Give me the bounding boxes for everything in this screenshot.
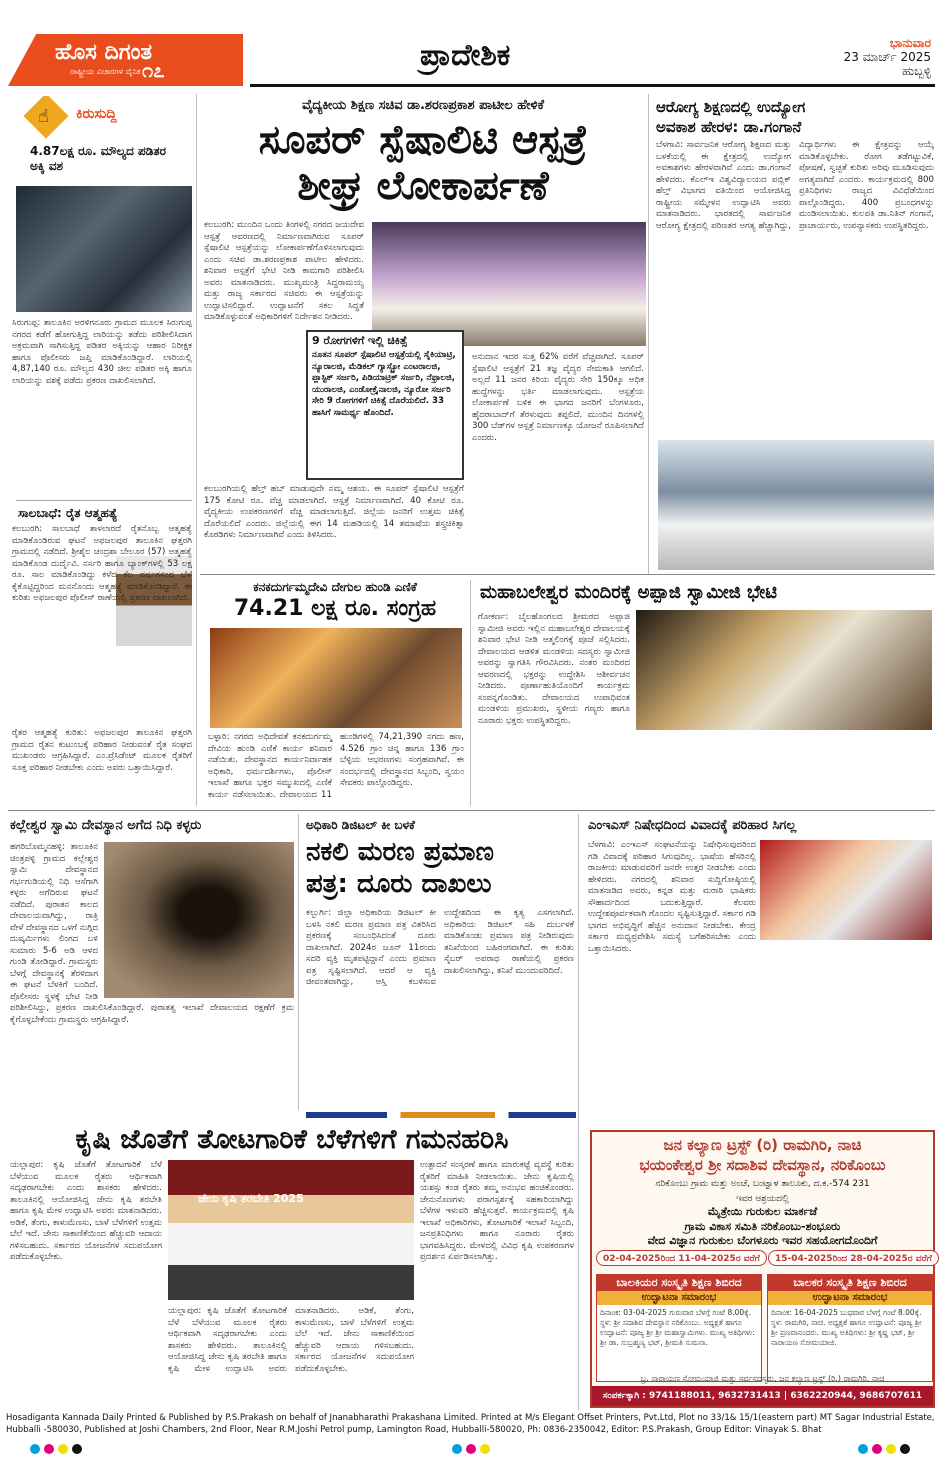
- story-body: ಬಳ್ಳಾರಿ: ನಗರದ ಅಧಿದೇವತೆ ಕನಕದುರ್ಗಮ್ಮ ದೇವಿಯ ಹುಂಡಿ ಎಣಿಕೆ ಕಾರ್ಯ ಶನಿವಾರ ನಡೆಯಿತು. ದೇವಸ್ಥಾನದ ಕಾರ್ಯನಿರ್ವಾಹಕ ಅಧಿಕಾರಿ, ಧರ್ಮದರ್ಶಿಗಳು, ಪೊಲೀಸ್ ಇಲಾಖೆ ಹಾಗೂ ಭಕ್ತರ ಸಮ್ಮುಖದಲ್ಲಿ ಎಣಿಕೆ ಕಾರ್ಯ ನಡೆಸಲಾಯಿತು. ದೇವಾಲಯದ 11 ಹುಂಡಿಗಳಲ್ಲಿ 74,21,390 ನಗದು ಹಣ, 4.526 ಗ್ರಾಂ ಚಿನ್ನ ಹಾಗೂ 136 ಗ್ರಾಂ ಬೆಳ್ಳಿಯ ಆಭರಣಗಳು ಸಂಗ್ರಹವಾಗಿವೆ. ಈ ಸಂದರ್ಭದಲ್ಲಿ ದೇವಸ್ಥಾನದ ಸಿಬ್ಬಂದಿ, ಸ್ವಯಂ ಸೇವಕರು ಪಾಲ್ಗೊಂಡಿದ್ದರು.: [208, 732, 464, 800]
- ad-camp-girls: [596, 1274, 762, 1382]
- mes-story: [584, 816, 936, 1124]
- story-body: ಕಲ್ಬುರ್ಗಿ: ಜಿಲ್ಲಾ ಅಧಿಕಾರಿಯ ಡಿಜಿಟಲ್ ಕೀ ಬಳಸಿ ನಕಲಿ ಮರಣ ಪ್ರಮಾಣ ಪತ್ರ ವಿತರಿಸಿದ ಪ್ರಕರಣಕ್ಕೆ ಸಂಬಂಧಿಸಿದಂತೆ ದೂರು ದಾಖಲಾಗಿದೆ. 2024ರ ಜೂನ್ 11ರಂದು ಸದರಿ ವ್ಯಕ್ತಿ ಮೃತಪಟ್ಟಿದ್ದಾನೆ ಎಂದು ಪ್ರಮಾಣ ಪತ್ರ ಸೃಷ್ಟಿಸಲಾಗಿದೆ. ಆದರೆ ಆ ವ್ಯಕ್ತಿ ಜೀವಂತವಾಗಿದ್ದು, ಆಸ್ತಿ ಕಬಳಿಸುವ ಉದ್ದೇಶದಿಂದ ಈ ಕೃತ್ಯ ಎಸಗಲಾಗಿದೆ. ಅಧಿಕಾರಿಯ ಡಿಜಿಟಲ್ ಸಹಿ ದುರ್ಬಳಕೆ ಮಾಡಿಕೊಂಡು ಪ್ರಮಾಣ ಪತ್ರ ನೀಡಿರುವುದು ತನಿಖೆಯಿಂದ ಬಹಿರಂಗವಾಗಿದೆ. ಈ ಕುರಿತು ಸೈಬರ್ ಅಪರಾಧ ಠಾಣೆಯಲ್ಲಿ ಪ್ರಕರಣ ದಾಖಲಿಸಲಾಗಿದ್ದು, ತನಿಖೆ ಮುಂದುವರಿದಿದೆ.: [306, 908, 574, 987]
- story-headline: ಎಂಇಎಸ್ ನಿಷೇಧದಿಂದ ವಿವಾದಕ್ಕೆ ಪರಿಹಾರ ಸಿಗಲ್ಲ: [588, 818, 797, 833]
- lead-photo: [372, 222, 646, 346]
- camp-title: ಬಾಲಕರ ಸಂಸ್ಕೃತಿ ಶಿಕ್ಷಣ ಶಿಬಿರದ: [768, 1275, 932, 1291]
- row-divider: [8, 810, 935, 811]
- story-headline-line1: ನಕಲಿ ಮರಣ ಪ್ರಮಾಣ: [306, 837, 494, 867]
- story-headline: 74.21 ಲಕ್ಷ ರೂ. ಸಂಗ್ರಹ: [233, 596, 437, 621]
- lead-headline-line2: ಶೀಘ್ರ ಲೋಕಾರ್ಪಣೆ: [297, 163, 549, 209]
- camp-subtitle: ಉದ್ಘಾಟನಾ ಸಮಾರಂಭ: [597, 1291, 761, 1305]
- registration-mark: [858, 1444, 868, 1454]
- column-divider: [470, 580, 471, 806]
- kirusuddi-column: [8, 96, 192, 806]
- story-body: [588, 840, 934, 1120]
- float-spacer: [756, 840, 934, 944]
- story-body: ಗೋಕರ್ಣ: ಬೈಲಹೊಂಗಲದ ಶ್ರೀಮಠದ ಅಪ್ಪಾಜಿ ಸ್ವಾಮೀಜಿ ಅವರು ಇಲ್ಲಿನ ಮಹಾಬಲೇಶ್ವರ ದೇವಾಲಯಕ್ಕೆ ಶನಿವಾರ ಭೇಟಿ ನೀಡಿ ಆತ್ಮಲಿಂಗಕ್ಕೆ ಪೂಜೆ ಸಲ್ಲಿಸಿದರು. ದೇವಾಲಯದ ಆಡಳಿತ ಮಂಡಳಿಯ ಸದಸ್ಯರು ಸ್ವಾಮೀಜಿ ಅವರನ್ನು ಸ್ವಾಗತಿಸಿ ಗೌರವಿಸಿದರು. ನಂತರ ಮಂದಿರದ ಆವರಣದಲ್ಲಿ ಭಕ್ತರನ್ನು ಉದ್ದೇಶಿಸಿ ಆಶೀರ್ವಚನ ನೀಡಿದರು. ಪೂರ್ಣಾಹುತಿಯೊಂದಿಗೆ ಕಾರ್ಯಕ್ರಮ ಸಂಪನ್ನಗೊಂಡಿತು. ದೇವಾಲಯದ ಉಪಾಧಿವಂತ ಮಂಡಳಿಯ ಪ್ರಮುಖರು, ಸ್ಥಳೀಯ ಗಣ್ಯರು ಹಾಗೂ ನೂರಾರು ಭಕ್ತರು ಉಪಸ್ಥಿತರಿದ್ದರು.: [478, 612, 630, 726]
- ad-trust-name: ಜನ ಕಲ್ಯಾಣ ಟ್ರಸ್ಟ್ (ರಿ) ರಾಮಗಿರಿ, ನಾಚಿ: [663, 1136, 862, 1154]
- story-body-col2: ಉತ್ಪಾದನೆ ಸಂಸ್ಕರಣೆ ಹಾಗೂ ಮಾರುಕಟ್ಟೆ ವ್ಯವಸ್ಥೆ ಕುರಿತು ರೈತರಿಗೆ ಮಾಹಿತಿ ನೀಡಲಾಯಿತು. ಜೇನು ಕೃಷಿಯಲ್ಲಿ ಯಶಸ್ಸು ಕಂಡ ರೈತರು ತಮ್ಮ ಅನುಭವ ಹಂಚಿಕೊಂಡರು. ಜೇನುನೊಣಗಳು ಪರಾಗಸ್ಪರ್ಶಕ್ಕೆ ಸಹಕಾರಿಯಾಗಿದ್ದು ಬೆಳೆಗಳ ಇಳುವರಿ ಹೆಚ್ಚಿಸುತ್ತವೆ. ಕಾರ್ಯಕ್ರಮದಲ್ಲಿ ಕೃಷಿ ಇಲಾಖೆ ಅಧಿಕಾರಿಗಳು, ತೋಟಗಾರಿಕೆ ಇಲಾಖೆ ಸಿಬ್ಬಂದಿ, ಜನಪ್ರತಿನಿಧಿಗಳು ಹಾಗೂ ನೂರಾರು ರೈತರು ಭಾಗವಹಿಸಿದ್ದರು. ಮೇಳದಲ್ಲಿ ವಿವಿಧ ಕೃಷಿ ಉಪಕರಣಗಳ ಪ್ರದರ್ಶನ ಏರ್ಪಡಿಸಲಾಗಿತ್ತು.: [420, 1160, 574, 1262]
- ad-date-pill: 02-04-2025ರಿಂದ 11-04-2025ರ ವರೆಗೆ: [596, 1250, 767, 1266]
- lead-body-col1: ಕಲಬುರಗಿ: ಮುಂದಿನ ಒಂದು ತಿಂಗಳಲ್ಲಿ ನಗರದ ಜಯದೇವ ಆಸ್ಪತ್ರೆ ಆವರಣದಲ್ಲಿ ನಿರ್ಮಾಣವಾಗಿರುವ ಸೂಪರ್ ಸ್ಪೆಷಾಲಿಟಿ ಆಸ್ಪತ್ರೆಯನ್ನು ಲೋಕಾರ್ಪಣೆಗೊಳಿಸಲಾಗುವುದು ಎಂದು ಸಚಿವ ಡಾ.ಶರಣಪ್ರಕಾಶ ಪಾಟೀಲ ಹೇಳಿದರು. ಶನಿವಾರ ಆಸ್ಪತ್ರೆಗೆ ಭೇಟಿ ನೀಡಿ ಕಾಮಗಾರಿ ಪರಿಶೀಲಿಸಿ ಅವರು ಮಾತನಾಡಿದರು. ಮುಖ್ಯಮಂತ್ರಿ ಸಿದ್ದರಾಮಯ್ಯ ಮತ್ತು ರಾಜ್ಯ ಸರ್ಕಾರದ ಸಚಿವರು ಈ ಆಸ್ಪತ್ರೆಯನ್ನು ಉದ್ಘಾಟಿಸಲಿದ್ದಾರೆ. ಉದ್ಘಾಟನೆಗೆ ಸಕಲ ಸಿದ್ಧತೆ ಮಾಡಿಕೊಳ್ಳುವಂತೆ ಅಧಿಕಾರಿಗಳಿಗೆ ನಿರ್ದೇಶನ ನೀಡಿದರು.: [204, 220, 364, 322]
- registration-mark: [900, 1444, 910, 1454]
- death-certificate-story: [302, 816, 576, 1106]
- health-headline-line2: ಅವಕಾಶ ಹೇರಳ: ಡಾ.ಗಂಗಾನೆ: [656, 118, 802, 136]
- mahabaleshwar-story: [474, 578, 936, 806]
- ad-temple-name: ಭಯಂಕೇಶ್ವರ ಶ್ರೀ ಸದಾಶಿವ ದೇವಸ್ಥಾನ, ನರಿಕೊಂಬು: [639, 1156, 886, 1174]
- ad-contact: ಸಂಪರ್ಕಕ್ಕಾಗಿ : 9741188011, 9632731413 | 6362220944, 9686707611: [592, 1386, 933, 1406]
- lead-story: [200, 94, 646, 572]
- story-body-text: ಹಗರಿಬೊಮ್ಮನಹಳ್ಳಿ: ತಾಲೂಕಿನ ಚಿಂತ್ರಪಳ್ಳಿ ಗ್ರಾಮದ ಕಲ್ಲೇಶ್ವರ ಸ್ವಾಮಿ ದೇವಸ್ಥಾನದ ಗರ್ಭಗುಡಿಯಲ್ಲಿ ನಿಧಿ ಆಸೆಗಾಗಿ ಕಳ್ಳರು ಅಗೆದಿರುವ ಘಟನೆ ನಡೆದಿದೆ. ಪುರಾತನ ಕಾಲದ ದೇವಾಲಯವಾಗಿದ್ದು, ರಾತ್ರಿ ವೇಳೆ ದೇವಸ್ಥಾನದ ಒಳಗೆ ನುಗ್ಗಿದ ದುಷ್ಕರ್ಮಿಗಳು ಲಿಂಗದ ಬಳಿ ಸುಮಾರು 5-6 ಅಡಿ ಆಳದ ಗುಂಡಿ ತೋಡಿದ್ದಾರೆ. ಗ್ರಾಮಸ್ಥರು ಬೆಳಗ್ಗೆ ದೇವಸ್ಥಾನಕ್ಕೆ ತೆರಳಿದಾಗ ಈ ಘಟನೆ ಬೆಳಕಿಗೆ ಬಂದಿದೆ. ಪೊಲೀಸರು ಸ್ಥಳಕ್ಕೆ ಭೇಟಿ ನೀಡಿ ಪರಿಶೀಲಿಸಿದ್ದು, ಪ್ರಕರಣ ದಾಖಲಿಸಿಕೊಂಡಿದ್ದಾರೆ. ಪುರಾತತ್ವ ಇಲಾಖೆ ದೇವಾಲಯದ ರಕ್ಷಣೆಗೆ ಕ್ರಮ ಕೈಗೊಳ್ಳಬೇಕೆಂದು ಗ್ರಾಮಸ್ಥರು ಆಗ್ರಹಿಸಿದ್ದಾರೆ.: [10, 842, 294, 1025]
- camp-details: ದಿನಾಂಕ: 16-04-2025 ಬುಧವಾರ ಬೆಳಗ್ಗೆ ಗಂಟೆ 8.00ಕ್ಕೆ. ಸ್ಥಳ: ರಾಮಗಿರಿ, ನಾಚಿ. ಅಧ್ಯಕ್ಷತೆ ಹಾಗೂ ಉದ್ಘಾಟನೆ: ಪೂಜ್ಯ ಶ್ರೀ ಶ್ರೀ ಪ್ರಣವಾನಂದರು. ಮುಖ್ಯ ಅತಿಥಿಗಳು: ಶ್ರೀ ಕೃಷ್ಣ ಭಟ್, ಶ್ರೀ ನಾರಾಯಣ ಸೋಮಯಾಜಿ.: [771, 1308, 922, 1347]
- registration-mark: [44, 1444, 54, 1454]
- camp-title: ಬಾಲಕಿಯರ ಸಂಸ್ಕೃತಿ ಶಿಕ್ಷಣ ಶಿಬಿರದ: [597, 1275, 761, 1291]
- registration-mark: [480, 1444, 490, 1454]
- lead-kicker: ವೈದ್ಯಕೀಯ ಶಿಕ್ಷಣ ಸಚಿವ ಡಾ.ಶರಣಪ್ರಕಾಶ ಪಾಟೀಲ ಹೇಳಿಕೆ: [302, 98, 544, 113]
- story-kicker: ಅಧಿಕಾರಿ ಡಿಜಿಟಲ್ ಕೀ ಬಳಕೆ: [306, 818, 415, 832]
- story-headline: ಕಲ್ಲೇಶ್ವರ ಸ್ವಾಮಿ ದೇವಸ್ಥಾನ ಅಗೆದ ನಿಧಿ ಕಳ್ಳರು: [10, 818, 202, 833]
- registration-mark: [452, 1444, 462, 1454]
- day-label: ಭಾನುವಾರ: [889, 36, 931, 50]
- story-body-col1: ಯಲ್ಲಾಪುರ: ಕೃಷಿ ಜೊತೆಗೆ ತೋಟಗಾರಿಕೆ ಬೆಳೆ ಬೆಳೆಯುವ ಮೂಲಕ ರೈತರು ಆರ್ಥಿಕವಾಗಿ ಸದೃಢರಾಗಬೇಕು ಎಂದು ಶಾಸಕರು ಹೇಳಿದರು. ತಾಲೂಕಿನಲ್ಲಿ ಆಯೋಜಿಸಿದ್ದ ಜೇನು ಕೃಷಿ ತರಬೇತಿ ಹಾಗೂ ಕೃಷಿ ಮೇಳ ಉದ್ಘಾಟಿಸಿ ಅವರು ಮಾತನಾಡಿದರು. ಅಡಿಕೆ, ತೆಂಗು, ಕಾಳುಮೆಣಸು, ಬಾಳೆ ಬೆಳೆಗಳಿಗೆ ಉತ್ತಮ ಬೆಲೆ ಇದೆ. ಜೇನು ಸಾಕಾಣಿಕೆಯಿಂದ ಹೆಚ್ಚುವರಿ ಆದಾಯ ಗಳಿಸಬಹುದು. ಸರ್ಕಾರದ ಯೋಜನೆಗಳ ಸದುಪಯೋಗ ಪಡೆದುಕೊಳ್ಳಬೇಕು.: [10, 1160, 162, 1262]
- ad-line: ಗ್ರಾಮ ವಿಕಾಸ ಸಮಿತಿ ನರಿಕೊಂಬು-ಶಂಭೂರು: [684, 1220, 841, 1233]
- news-photo: [16, 186, 192, 312]
- hundi-counting-photo: [210, 628, 462, 728]
- story-headline: 4.87ಲಕ್ಷ ರೂ. ಮೌಲ್ಯದ ಪಡಿತರ ಅಕ್ಕಿ ವಶ: [30, 144, 167, 173]
- ad-signoff: ಬ್ರ. ನಾರಾಯಣ ಸೋಮಯಾಜಿ ಮತ್ತು ಸರ್ವಸದಸ್ಯರು, ಜನ ಕಲ್ಯಾಣ ಟ್ರಸ್ಟ್ (ರಿ.) ರಾಮಗಿರಿ, ನಾಚಿ: [640, 1374, 885, 1383]
- kanakadurga-story: [204, 578, 466, 806]
- ad-line: ವೇದ ವಿಜ್ಞಾನ ಗುರುಕುಲ ಬೆಂಗಳೂರು ಇವರ ಸಹಯೋಗದೊಂದಿಗೆ: [647, 1234, 878, 1247]
- story-headline: ಮಹಾಬಲೇಶ್ವರ ಮಂದಿರಕ್ಕೆ ಅಪ್ಪಾಜಿ ಸ್ವಾಮೀಜಿ ಭೇಟಿ: [480, 582, 777, 603]
- column-divider: [578, 814, 579, 1410]
- swamiji-photo: [636, 610, 932, 730]
- health-photo: [658, 440, 934, 570]
- lead-headline-line1: ಸೂಪರ್ ಸ್ಪೆಷಾಲಿಟಿ ಆಸ್ಪತ್ರೆ: [258, 117, 588, 163]
- kalleshwar-story: [8, 816, 296, 1106]
- ad-camp-boys: [767, 1274, 933, 1382]
- print-imprint: Hosadiganta Kannada Daily Printed & Published by P.S.Prakash on behalf of Jnanabharathi Prakashana Limited. Printed at M/s Elegant Offset Printers, Pvt.Ltd, Plot no 33/1& 15/1(eastern part) MT Sagar Industrial Estate, Hubballi -580030, Published at Joshi Chambers, 2nd Floor, Near R.M.Joshi Petrol pump, Lamington Road, Hubballi-580020, Ph: 0836-2350042, Editor: P.S.Prakash, Group Editor: Vinayak S. Bhat: [6, 1413, 935, 1435]
- highlight-box-body: ನೂತನ ಸೂಪರ್ ಸ್ಪೆಷಾಲಿಟಿ ಆಸ್ಪತ್ರೆಯಲ್ಲಿ ಸೈಕಿಯಾಟ್ರಿ, ನ್ಯೂರಾಲಜಿ, ಮೆಡಿಕಲ್ ಗ್ಯಾಸ್ಟ್ರೋ ಎಂಟರಾಲಜಿ, ಪ್ಲಾಸ್ಟಿಕ್ ಸರ್ಜರಿ, ಪಿಡಿಯಾಟ್ರಿಕ್ ಸರ್ಜರಿ, ನೆಫ್ರಾಲಜಿ, ಯುರಾಲಜಿ, ಎಂಡೋಕ್ರೈನಾಲಜಿ, ನ್ಯೂರೋ ಸರ್ಜರಿ ಸೇರಿ 9 ರೋಗಗಳಿಗೆ ಚಿಕಿತ್ಸೆ ದೊರೆಯಲಿದೆ. 33 ಹಾಸಿಗೆ ಸಾಮರ್ಥ್ಯ ಹೊಂದಿದೆ.: [312, 350, 456, 418]
- story-headline: ಕೃಷಿ ಜೊತೆಗೆ ತೋಟಗಾರಿಕೆ ಬೆಳೆಗಳಿಗೆ ಗಮನಹರಿಸಿ: [75, 1124, 509, 1155]
- ad-line: ಮೈತ್ರೇಯಿ ಗುರುಕುಲ ಮಾರ್ಕಜೆ: [707, 1205, 818, 1218]
- registration-mark: [58, 1444, 68, 1454]
- story-body: ಸಿರುಗುಪ್ಪ: ತಾಲೂಕಿನ ಅರಳಿಗನೂರು ಗ್ರಾಮದ ಮೂಲಕ ಸಿರುಗುಪ್ಪ ನಗರದ ಕಡೆಗೆ ಹೋಗುತ್ತಿದ್ದ ಲಾರಿಯನ್ನು ತಡೆದು ಪರಿಶೀಲಿಸಿದಾಗ ಅಕ್ರಮವಾಗಿ ಸಾಗಿಸುತ್ತಿದ್ದ ಪಡಿತರ ಅಕ್ಕಿಯನ್ನು ಆಹಾರ ನಿರೀಕ್ಷಕ ಹಾಗೂ ಪೊಲೀಸರು ಜಪ್ತಿ ಮಾಡಿಕೊಂಡಿದ್ದಾರೆ. ಲಾರಿಯಲ್ಲಿ 4,87,140 ರೂ. ಮೌಲ್ಯದ 430 ಚೀಲ ಪಡಿತರ ಅಕ್ಕಿ ಹಾಗೂ ಲಾರಿಯನ್ನು ವಶಕ್ಕೆ ಪಡೆದು ಪ್ರಕರಣ ದಾಖಲಿಸಲಾಗಿದೆ.: [12, 318, 192, 386]
- date-label: 23 ಮಾರ್ಚ್ 2025: [843, 50, 931, 64]
- edition-number: ೧೭: [142, 58, 165, 82]
- registration-mark: [872, 1444, 882, 1454]
- story-body: ರೈತರ ಆತ್ಮಹತ್ಯೆ ಕುರಿತು: ಅಫಜಲಪುರ ತಾಲೂಕಿನ ಘತ್ತರಗಿ ಗ್ರಾಮದ ರೈತನ ಕುಟುಂಬಕ್ಕೆ ಪರಿಹಾರ ನೀಡುವಂತೆ ರೈತ ಸಂಘದ ಮುಖಂಡರು ಆಗ್ರಹಿಸಿದ್ದಾರೆ. ಎಂ.ಪ್ರೆಸಿಡೆಂಟ್ ಮೂಲಕ ರೈತರಿಗೆ ಸೂಕ್ತ ಪರಿಹಾರ ನೀಡಬೇಕು ಎಂದು ಅವರು ಒತ್ತಾಯಿಸಿದ್ದಾರೆ.: [12, 728, 192, 773]
- story-divider: [16, 500, 192, 501]
- camp-details: ದಿನಾಂಕ: 03-04-2025 ಗುರುವಾರ ಬೆಳಗ್ಗೆ ಗಂಟೆ 8.00ಕ್ಕೆ. ಸ್ಥಳ: ಶ್ರೀ ಸದಾಶಿವ ದೇವಸ್ಥಾನ ನರಿಕೊಂಬು. ಅಧ್ಯಕ್ಷತೆ ಹಾಗೂ ಉದ್ಘಾಟನೆ: ಪೂಜ್ಯ ಶ್ರೀ ಶ್ರೀ ಮಹಾಸ್ವಾಮಿಗಳು. ಮುಖ್ಯ ಅತಿಥಿಗಳು: ಶ್ರೀ ಡಾ. ಸುಬ್ರಹ್ಮಣ್ಯ ಭಟ್, ಶ್ರೀಮತಿ ಸುಮನಾ.: [600, 1308, 755, 1347]
- kirusuddi-label: ಕಿರುಸುದ್ದಿ: [76, 106, 117, 122]
- ad-address: ನರಿಕೊಂಬು ಗ್ರಾಮ ಮತ್ತು ಅಂಚೆ, ಬಂಟ್ವಾಳ ತಾಲೂಕು, ದ.ಕ.-574 231: [655, 1179, 870, 1189]
- registration-mark: [466, 1444, 476, 1454]
- lead-body-col3: ಅನುದಾನ ಇದರ ಸುತ್ತ 62% ವರೆಗೆ ವೆಚ್ಚವಾಗಿದೆ. ಸೂಪರ್ ಸ್ಪೆಷಾಲಿಟಿ ಆಸ್ಪತ್ರೆಗೆ 21 ತಜ್ಞ ವೈದ್ಯರ ನೇಮಕಾತಿ ಆಗಲಿದೆ. ಅಲ್ಲದೆ 11 ಜನರ ಕಿರಿಯ ವೈದ್ಯರು ಸೇರಿ 150ಕ್ಕೂ ಅಧಿಕ ಹುದ್ದೆಗಳನ್ನು ಭರ್ತಿ ಮಾಡಲಾಗುವುದು. ಆಸ್ಪತ್ರೆಯ ಲೋಕಾರ್ಪಣೆ ಬಳಿಕ ಈ ಭಾಗದ ಜನರಿಗೆ ಬೆಂಗಳೂರು, ಹೈದರಾಬಾದ್‌ಗೆ ತೆರಳುವುದು ತಪ್ಪಲಿದೆ. ಮುಂದಿನ ದಿನಗಳಲ್ಲಿ 300 ಬೆಡ್‌ಗಳ ಆಸ್ಪತ್ರೆ ನಿರ್ಮಾಣಕ್ಕೂ ಯೋಜನೆ ರೂಪಿಸಲಾಗಿದೆ ಎಂದರು.: [472, 352, 644, 443]
- dateline: [844, 36, 931, 78]
- ad-line: ಇವರ ಆಶ್ರಯದಲ್ಲಿ: [736, 1194, 789, 1204]
- section-title: ಪ್ರಾದೇಶಿಕ: [420, 38, 511, 73]
- story-kicker: ಕನಕದುರ್ಗಮ್ಮದೇವಿ ದೇಗುಲ ಹುಂಡಿ ಎಣಿಕೆ: [253, 580, 417, 594]
- column-divider: [298, 814, 299, 1110]
- lead-body-col2: ಕಲಬುರಗಿಯಲ್ಲಿ ಹೆಲ್ತ್ ಹಬ್ ಮಾಡುವುದೇ ನಮ್ಮ ಆಶಯ. ಈ ಸೂಪರ್ ಸ್ಪೆಷಾಲಿಟಿ ಆಸ್ಪತ್ರೆಗೆ 175 ಕೋಟಿ ರೂ. ವೆಚ್ಚ ಮಾಡಲಾಗಿದೆ. ಆಸ್ಪತ್ರೆ ನಿರ್ಮಾಣವಾಗಿದೆ. 40 ಕೋಟಿ ರೂ. ವೈದ್ಯಕೀಯ ಉಪಕರಣಗಳಿಗೆ ವೆಚ್ಚ ಮಾಡಲಾಗುತ್ತಿದೆ. ಜಿಲ್ಲೆಯ ಜನರಿಗೆ ಉತ್ತಮ ಚಿಕಿತ್ಸೆ ದೊರೆಯಲಿದೆ ಎಂದರು. ಜಿಲ್ಲೆಯಲ್ಲಿ ಈಗ 14 ಮಹಡಿಯಲ್ಲಿ 14 ತಮಾಷೆಯ ಶಸ್ತ್ರಚಿಕಿತ್ಸಾ ಕೊಠಡಿಗಳು ನಿರ್ಮಾಣವಾಗಿವೆ ಎಂದು ತಿಳಿಸಿದರು.: [204, 484, 464, 540]
- health-story: [652, 94, 936, 572]
- photo-banner-text: ಜೇನು ಕೃಷಿ ತರಬೇತಿ 2025: [198, 1192, 304, 1205]
- krishi-story: [8, 1122, 576, 1410]
- camp-subtitle: ಉದ್ಘಾಟನಾ ಸಮಾರಂಭ: [768, 1291, 932, 1305]
- row-divider: [200, 574, 935, 575]
- registration-mark: [30, 1444, 40, 1454]
- highlight-box-title: 9 ರೋಗಗಳಿಗೆ ಇಲ್ಲಿ ಚಿಕಿತ್ಸೆ: [308, 332, 462, 350]
- logo-tagline: ರಾಷ್ಟ್ರೀಯ ವಿಚಾರಗಳ ದೈನಿಕ: [70, 67, 141, 76]
- ad-date-pill: 15-04-2025ರಿಂದ 28-04-2025ರ ವರೆಗೆ: [768, 1250, 939, 1266]
- decorative-strip: [306, 1112, 576, 1118]
- registration-mark: [72, 1444, 82, 1454]
- float-spacer: [98, 842, 294, 1002]
- story-body: ಕಲಬುರಗಿ: ಸಾಲಬಾಧೆ ತಾಳಲಾರದೆ ರೈತನೊಬ್ಬ ಆತ್ಮಹತ್ಯೆ ಮಾಡಿಕೊಂಡಿರುವ ಘಟನೆ ಅಫಜಲಪುರ ತಾಲೂಕಿನ ಘತ್ತರಗಿ ಗ್ರಾಮದಲ್ಲಿ ನಡೆದಿದೆ. ಶ್ರೀಶೈಲ ಚಂದ್ರಶಾ ಬೇಲೂರ (57) ಆತ್ಮಹತ್ಯೆ ಮಾಡಿಕೊಂಡ ದುರ್ದೈವಿ. ನರ್ಸರಿ ಹಾಗೂ ಬ್ಯಾಂಕ್‌ಗಳಲ್ಲಿ 53 ಲಕ್ಷ ರೂ. ಸಾಲ ಮಾಡಿಕೊಂಡಿದ್ದು ಕಳೆದ ಕೆಲ ವರ್ಷಗಳಿಂದ ಬೆಳೆ ಕೈಕೊಟ್ಟಿದ್ದರಿಂದ ಮನನೊಂದು ಆತ್ಮಹತ್ಯೆ ಮಾಡಿಕೊಂಡಿದ್ದಾನೆ. ಈ ಕುರಿತು ಅಫಜಲಪುರ ಪೊಲೀಸ್ ಠಾಣೆಯಲ್ಲಿ ಪ್ರಕರಣ ದಾಖಲಾಗಿದೆ.: [12, 524, 192, 603]
- highlight-box: [306, 330, 464, 480]
- story-headline-line2: ಪತ್ರ: ದೂರು ದಾಖಲು: [306, 869, 492, 899]
- masthead-rule: [250, 84, 935, 87]
- farm-fair-photo: [168, 1160, 414, 1300]
- newspaper-logo: ಹೊಸ ದಿಗಂತ: [55, 40, 153, 65]
- story-body-text: ಬೆಳಗಾವಿ: ಎಂಇಎಸ್ ಸಂಘಟನೆಯನ್ನು ನಿಷೇಧಿಸುವುದರಿಂದ ಗಡಿ ವಿವಾದಕ್ಕೆ ಪರಿಹಾರ ಸಿಗುವುದಿಲ್ಲ. ಭಾಷೆಯ ಹೆಸರಿನಲ್ಲಿ ರಾಜಕೀಯ ಮಾಡುವವರಿಗೆ ಜನರೇ ಉತ್ತರ ನೀಡಬೇಕು ಎಂದು ಹೇಳಿದರು. ನಗರದಲ್ಲಿ ಶನಿವಾರ ಸುದ್ದಿಗೋಷ್ಠಿಯಲ್ಲಿ ಮಾತನಾಡಿದ ಅವರು, ಕನ್ನಡ ಮತ್ತು ಮರಾಠಿ ಭಾಷಿಕರು ಸೌಹಾರ್ದದಿಂದ ಬದುಕುತ್ತಿದ್ದಾರೆ. ಕೆಲವರು ಉದ್ದೇಶಪೂರ್ವಕವಾಗಿ ಗೊಂದಲ ಸೃಷ್ಟಿಸುತ್ತಿದ್ದಾರೆ. ಸರ್ಕಾರ ಗಡಿ ಭಾಗದ ಅಭಿವೃದ್ಧಿಗೆ ಹೆಚ್ಚಿನ ಅನುದಾನ ನೀಡಬೇಕು. ಕೇಂದ್ರ ಸರ್ಕಾರ ಮಧ್ಯಪ್ರವೇಶಿಸಿ ಸಮಸ್ಯೆ ಬಗೆಹರಿಸಬೇಕು ಎಂದು ಒತ್ತಾಯಿಸಿದರು.: [588, 840, 756, 954]
- registration-mark: [886, 1444, 896, 1454]
- story-body-col3: ಯಲ್ಲಾಪುರ: ಕೃಷಿ ಜೊತೆಗೆ ತೋಟಗಾರಿಕೆ ಬೆಳೆ ಬೆಳೆಯುವ ಮೂಲಕ ರೈತರು ಆರ್ಥಿಕವಾಗಿ ಸದೃಢರಾಗಬೇಕು ಎಂದು ಶಾಸಕರು ಹೇಳಿದರು. ತಾಲೂಕಿನಲ್ಲಿ ಆಯೋಜಿಸಿದ್ದ ಜೇನು ಕೃಷಿ ತರಬೇತಿ ಹಾಗೂ ಕೃಷಿ ಮೇಳ ಉದ್ಘಾಟಿಸಿ ಅವರು ಮಾತನಾಡಿದರು. ಅಡಿಕೆ, ತೆಂಗು, ಕಾಳುಮೆಣಸು, ಬಾಳೆ ಬೆಳೆಗಳಿಗೆ ಉತ್ತಮ ಬೆಲೆ ಇದೆ. ಜೇನು ಸಾಕಾಣಿಕೆಯಿಂದ ಹೆಚ್ಚುವರಿ ಆದಾಯ ಗಳಿಸಬಹುದು. ಸರ್ಕಾರದ ಯೋಜನೆಗಳ ಸದುಪಯೋಗ ಪಡೆದುಕೊಳ್ಳಬೇಕು.: [168, 1306, 414, 1374]
- masthead: [0, 0, 945, 92]
- story-body: [10, 842, 294, 1104]
- advertisement: [590, 1130, 935, 1408]
- story-headline: ಸಾಲಬಾಧೆ: ರೈತ ಆತ್ಮಹತ್ಯೆ: [18, 506, 118, 520]
- health-headline-line1: ಆರೋಗ್ಯ ಶಿಕ್ಷಣದಲ್ಲಿ ಉದ್ಯೋಗ: [656, 98, 806, 116]
- column-divider: [196, 94, 197, 806]
- city-label: ಹುಬ್ಬಳ್ಳಿ: [902, 64, 931, 78]
- column-divider: [648, 94, 649, 574]
- megaphone-icon: ☝: [38, 106, 49, 127]
- health-body: ಬೆಳಗಾವಿ: ಸಾರ್ವಜನಿಕ ಆರೋಗ್ಯ ಶಿಕ್ಷಣದ ಮತ್ತು ಬಳಕೆಯಲ್ಲಿ ಈ ಕ್ಷೇತ್ರದಲ್ಲಿ ಉದ್ಯೋಗ ಅವಕಾಶಗಳು ಹೇರಳವಾಗಿವೆ ಎಂದು ಡಾ.ಗಂಗಾನೆ ಹೇಳಿದರು. ಕೆಎಲ್‌ಇ ವಿಶ್ವವಿದ್ಯಾಲಯದ ಪಬ್ಲಿಕ್ ಹೆಲ್ತ್ ವಿಭಾಗದ ವತಿಯಿಂದ ಆಯೋಜಿಸಿದ್ದ ರಾಷ್ಟ್ರೀಯ ಸಮ್ಮೇಳನ ಉದ್ಘಾಟಿಸಿ ಅವರು ಮಾತನಾಡಿದರು. ಭಾರತದಲ್ಲಿ ಸಾರ್ವಜನಿಕ ಆರೋಗ್ಯ ಕ್ಷೇತ್ರದಲ್ಲಿ ಪರಿಣತರ ಅಗತ್ಯ ಹೆಚ್ಚಾಗಿದ್ದು, ವಿದ್ಯಾರ್ಥಿಗಳು ಈ ಕ್ಷೇತ್ರವನ್ನು ಆಯ್ಕೆ ಮಾಡಿಕೊಳ್ಳಬೇಕು. ರೋಗ ತಡೆಗಟ್ಟುವಿಕೆ, ಪೋಷಣೆ, ಸ್ವಚ್ಛತೆ ಕುರಿತು ಅರಿವು ಮೂಡಿಸುವುದು ಅಗತ್ಯವಾಗಿದೆ ಎಂದರು. ಕಾರ್ಯಕ್ರಮದಲ್ಲಿ 800 ಪ್ರತಿನಿಧಿಗಳು ರಾಜ್ಯದ ವಿವಿಧೆಡೆಯಿಂದ ಪಾಲ್ಗೊಂಡಿದ್ದರು. 400 ಪ್ರಬಂಧಗಳನ್ನು ಮಂಡಿಸಲಾಯಿತು. ಕುಲಪತಿ ಡಾ.ನಿತಿನ್ ಗಂಗಾನೆ, ಪ್ರಾಚಾರ್ಯರು, ಉಪನ್ಯಾಸಕರು ಉಪಸ್ಥಿತರಿದ್ದರು.: [656, 140, 934, 231]
